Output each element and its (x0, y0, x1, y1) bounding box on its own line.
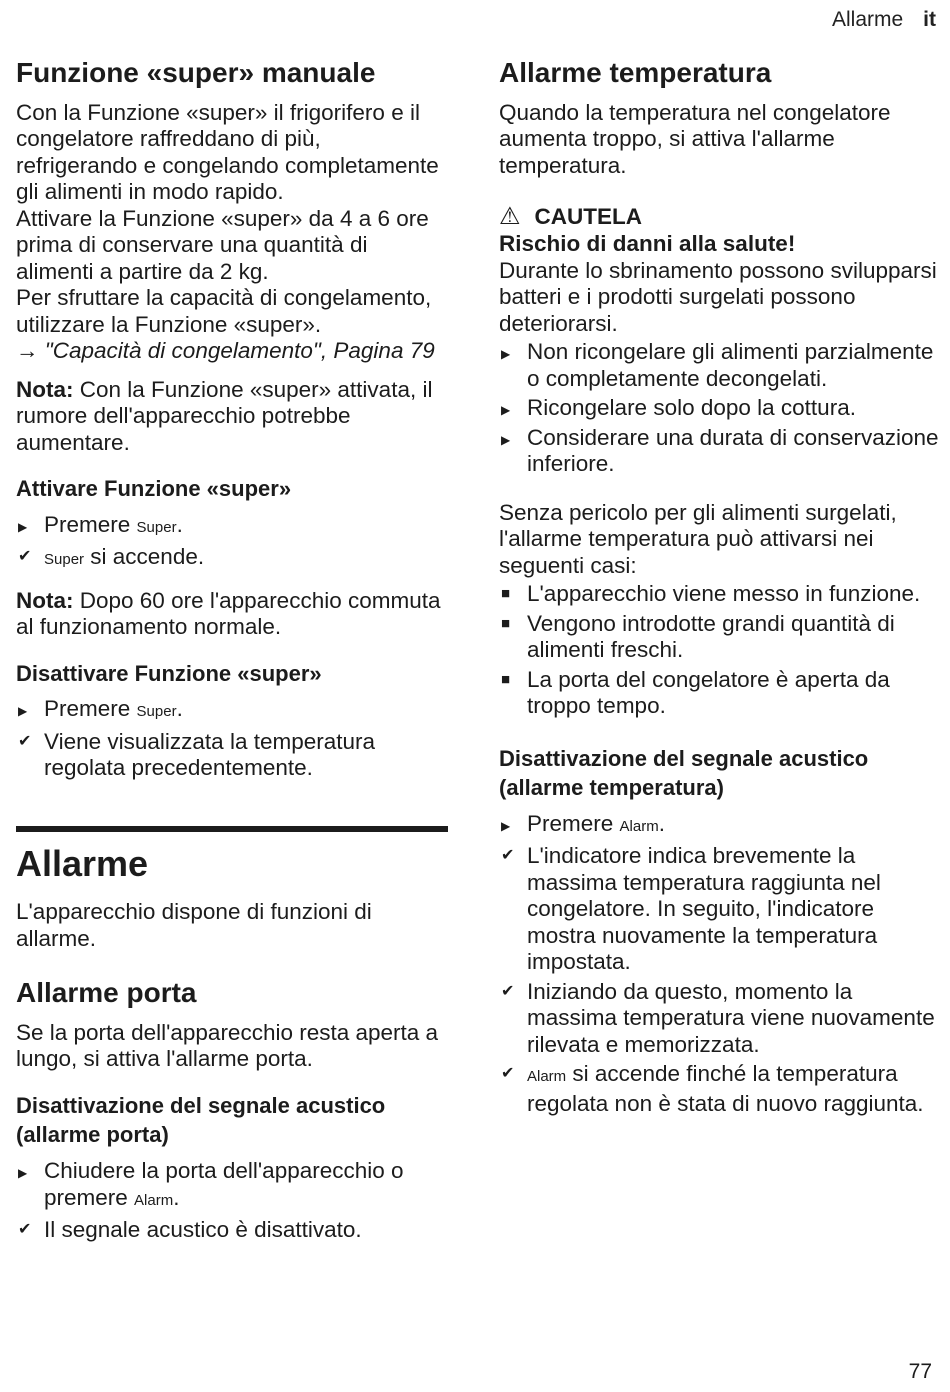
door-alarm-title: Allarme porta (16, 977, 197, 1009)
result-item: ✔ L'indicatore indica brevemente la massima temperatura raggiunta nel congelatore. In seguito, l'indicatore mostra nuovamente la temperatura impostata. (501, 843, 881, 975)
header-language: it (923, 8, 936, 31)
square-bullet-icon: ■ (501, 585, 511, 603)
page-header (832, 8, 936, 32)
alarm-key-label: Alarm (527, 1068, 567, 1086)
activate-title: Attivare Funzione «super» (16, 476, 292, 502)
square-bullet-icon: ■ (501, 614, 511, 632)
header-section: Allarme (831, 8, 904, 31)
page-number: 77 (908, 1360, 932, 1383)
door-alarm-steps (16, 1158, 448, 1244)
result-item: ✔ Viene visualizzata la temperatura regolata precedentemente. (18, 728, 376, 781)
temp-alarm-subtitle: Disattivazione del segnale acustico (allarme temperatura) (499, 745, 869, 801)
super-key-label: Super (136, 518, 177, 536)
activate-section (16, 474, 448, 641)
step-item: ▶ Premere Super. (16, 696, 448, 726)
door-alarm-section (16, 976, 448, 1243)
activate-note (16, 588, 448, 641)
alarm-intro: L'apparecchio dispone di funzioni di allarme. (16, 899, 372, 951)
result-item: ✔ Il segnale acustico è disattivato. (18, 1217, 362, 1243)
list-item: ■ L'apparecchio viene messo in funzione. (501, 581, 921, 607)
super-key-label: Super (136, 703, 177, 721)
alarm-title: Allarme (16, 842, 149, 884)
alarm-key-label: Alarm (134, 1191, 174, 1209)
door-alarm-paragraph: Se la porta dell'apparecchio resta aperta a lungo, si attiva l'allarme porta. (16, 1019, 439, 1072)
deactivate-title: Disattivare Funzione «super» (16, 660, 322, 686)
caution-subtitle: Rischio di danni alla salute! (499, 231, 796, 257)
caution-heading (499, 203, 939, 231)
triangle-bullet-icon: ▶ (501, 818, 511, 833)
note-label: Nota: (16, 376, 74, 402)
result-item: ✔ Alarm si accende finché la temperatura regolata non è stata di nuovo raggiunta. (501, 1061, 924, 1116)
step-item: ▶ Premere Super. (16, 512, 448, 542)
step-item: ▶ Premere Alarm. (499, 811, 939, 841)
super-note (16, 377, 448, 457)
right-column (499, 56, 939, 1131)
caution-text: Durante lo sbrinamento possono svilupparsi batteri e i prodotti surgelati possono deteriorarsi. (499, 257, 937, 336)
triangle-bullet-icon: ▶ (501, 403, 511, 418)
note-text: Con la Funzione «super» attivata, il rumore dell'apparecchio potrebbe aumentare. (16, 376, 433, 455)
caution-list (499, 339, 939, 478)
cases-list (499, 581, 939, 720)
temp-alarm-title: Allarme temperatura (499, 57, 772, 88)
activate-steps (16, 512, 448, 574)
super-title: Funzione «super» manuale (16, 57, 376, 88)
checkmark-icon: ✔ (18, 548, 32, 566)
warning-triangle-icon: ⚠ (499, 203, 521, 231)
caution-label: CAUTELA (534, 204, 643, 230)
section-divider (16, 826, 448, 832)
checkmark-icon: ✔ (501, 982, 515, 1000)
deactivate-steps (16, 696, 448, 782)
left-column (16, 56, 448, 1262)
super-key-label: Super (44, 551, 85, 569)
door-alarm-subtitle: Disattivazione del segnale acustico (allarme porta) (16, 1092, 386, 1148)
checkmark-icon: ✔ (501, 847, 515, 865)
triangle-bullet-icon: ▶ (18, 704, 28, 719)
super-paragraph-2: Attivare la Funzione «super» da 4 a 6 ore prima di conservare una quantità di alimenti a partire da 2 kg. (16, 205, 429, 284)
step-item: ▶ Chiudere la porta dell'apparecchio o premere Alarm. (18, 1158, 404, 1210)
checkmark-icon: ✔ (501, 1065, 515, 1083)
checkmark-icon: ✔ (18, 1221, 32, 1239)
triangle-bullet-icon: ▶ (18, 1166, 28, 1181)
result-item: ✔ Super si accende. (18, 544, 205, 570)
alarm-key-label: Alarm (619, 817, 659, 835)
temp-alarm-paragraph: Quando la temperatura nel congelatore aumenta troppo, si attiva l'allarme temperatura. (499, 99, 891, 178)
note-label: Nota: (16, 587, 74, 613)
square-bullet-icon: ■ (501, 670, 511, 688)
triangle-bullet-icon: ▶ (18, 519, 28, 534)
checkmark-icon: ✔ (18, 732, 32, 750)
list-item: ■ Vengono introdotte grandi quantità di alimenti freschi. (501, 610, 895, 663)
triangle-bullet-icon: ▶ (501, 432, 511, 447)
note-text: Dopo 60 ore l'apparecchio commuta al funzionamento normale. (16, 587, 441, 640)
super-section (16, 56, 448, 456)
temp-alarm-steps (499, 811, 939, 1118)
cases-intro: Senza pericolo per gli alimenti surgelati, l'allarme temperatura può attivarsi nei seguenti casi: (499, 499, 897, 578)
result-item: ✔ Iniziando da questo, momento la massima temperatura viene nuovamente rilevata e memorizzata. (501, 978, 935, 1057)
deactivate-section (16, 659, 448, 782)
super-paragraph-3: Per sfruttare la capacità di congelamento, utilizzare la Funzione «super». (16, 285, 432, 337)
super-paragraph-1: Con la Funzione «super» il frigorifero e il congelatore raffreddano di più, refrigerando e congelando completamente gli alimenti in modo rapido. (16, 99, 439, 205)
list-item: ▶ Ricongelare solo dopo la cottura. (499, 395, 939, 422)
list-item: ▶ Non ricongelare gli alimenti parzialmente o completamente decongelati. (501, 339, 934, 391)
list-item: ■ La porta del congelatore è aperta da troppo tempo. (501, 666, 890, 719)
cross-reference: → "Capacità di congelamento", Pagina 79 (16, 338, 435, 364)
triangle-bullet-icon: ▶ (501, 347, 511, 362)
list-item: ▶ Considerare una durata di conservazione inferiore. (501, 424, 939, 477)
